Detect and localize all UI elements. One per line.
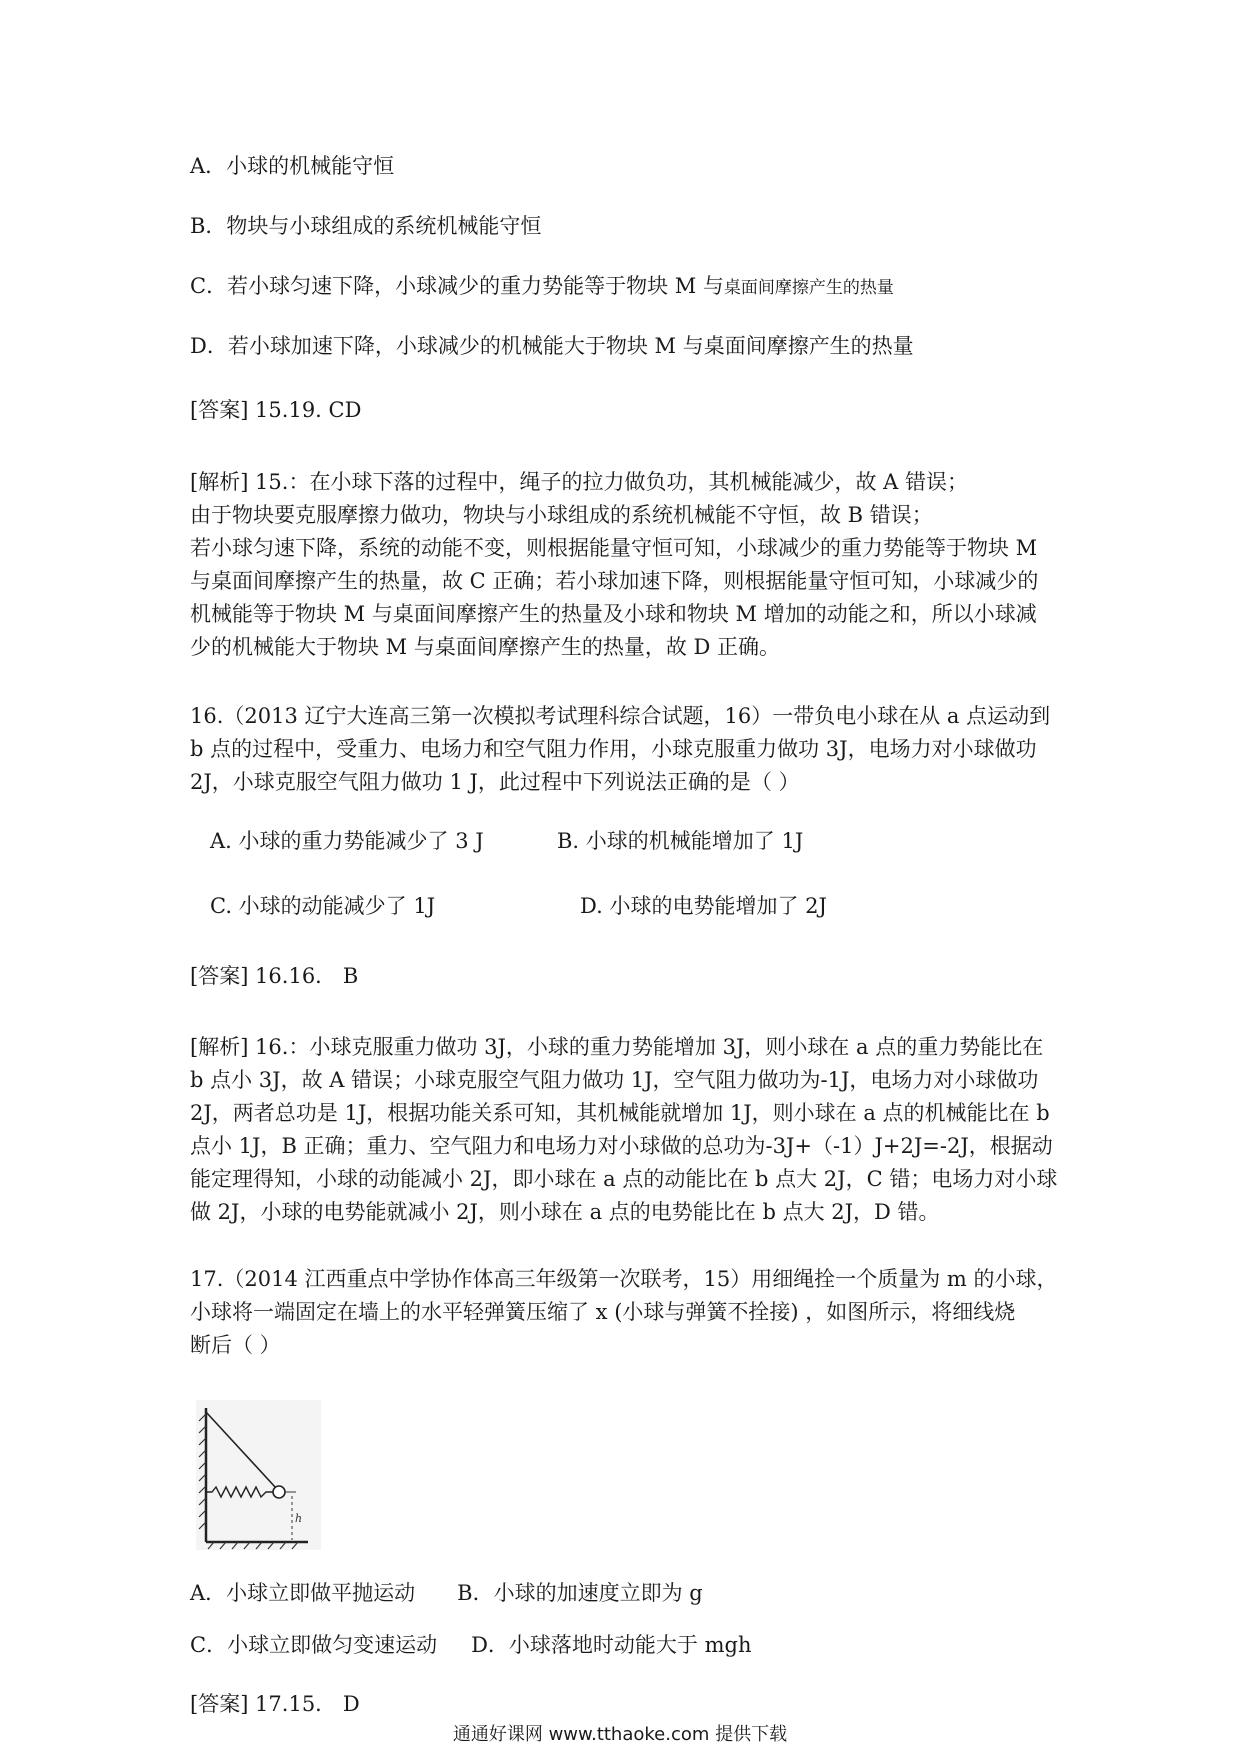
q15-option-d: D．若小球加速下降，小球减少的机械能大于物块 M 与桌面间摩擦产生的热量 — [190, 334, 914, 358]
q16-option-b: B. 小球的机械能增加了 1J — [557, 829, 804, 853]
q15-analysis-line: 少的机械能大于物块 M 与桌面间摩擦产生的热量，故 D 正确。 — [190, 635, 781, 659]
q16-analysis-line: [解析] 16.：小球克服重力做功 3J，小球的重力势能增加 3J，则小球在 a 点的重力势能比在 — [190, 1035, 1044, 1059]
q15-option-c — [190, 271, 894, 303]
q16-analysis-line: 2J，两者总功是 1J，根据功能关系可知，其机械能就增加 1J，则小球在 a 点的机械能比在 b — [190, 1101, 1050, 1125]
q17-stem-line: 17.（2014 江西重点中学协作体高三年级第一次联考，15）用细绳拴一个质量为 m 的小球， — [190, 1267, 1058, 1291]
q15-option-c-main: C．若小球匀速下降，小球减少的重力势能等于物块 M 与 — [190, 274, 724, 298]
q16-option-a: A. 小球的重力势能减少了 3 J — [210, 829, 484, 853]
q17-stem-line: 小球将一端固定在墙上的水平轻弹簧压缩了 x (小球与弹簧不拴接) ，如图所示，将细线烧 — [190, 1300, 1016, 1324]
q16-option-c: C. 小球的动能减少了 1J — [210, 894, 436, 918]
q17-option-d: D．小球落地时动能大于 mgh — [471, 1633, 752, 1657]
q15-analysis-line: 由于物块要克服摩擦力做功，物块与小球组成的系统机械能不守恒，故 B 错误； — [190, 503, 933, 527]
ball — [273, 1486, 285, 1498]
spring-ball-figure — [196, 1400, 321, 1550]
q16-analysis-line: 做 2J，小球的电势能就减小 2J，则小球在 a 点的电势能比在 b 点大 2J，D 错。 — [190, 1200, 940, 1224]
q15-answer: [答案] 15.19. CD — [190, 398, 362, 422]
q15-analysis-line: 若小球匀速下降，系统的动能不变，则根据能量守恒可知，小球减少的重力势能等于物块 M — [190, 536, 1038, 560]
q17-option-a: A．小球立即做平抛运动 — [190, 1581, 416, 1605]
q16-stem-line: 2J，小球克服空气阻力做功 1 J，此过程中下列说法正确的是（ ） — [190, 770, 800, 794]
q17-options-ab — [190, 1578, 703, 1608]
q17-options-cd — [190, 1630, 751, 1660]
q15-option-b: B．物块与小球组成的系统机械能守恒 — [190, 214, 542, 238]
q16-analysis-line: b 点小 3J，故 A 错误；小球克服空气阻力做功 1J，空气阻力做功为-1J，电场力对小球做功 — [190, 1068, 1039, 1092]
q16-stem-line: 16.（2013 辽宁大连高三第一次模拟考试理科综合试题，16）一带负电小球在从 a 点运动到 — [190, 704, 1051, 728]
page-footer: 通通好课网 www.tthaoke.com 提供下载 — [452, 1724, 788, 1745]
q16-stem-line: b 点的过程中，受重力、电场力和空气阻力作用，小球克服重力做功 3J，电场力对小球做功 — [190, 737, 1037, 761]
q15-analysis-line: 机械能等于物块 M 与桌面间摩擦产生的热量及小球和物块 M 增加的动能之和，所以小球减 — [190, 602, 1037, 626]
q17-stem-line: 断后（ ） — [190, 1333, 281, 1357]
q15-option-a: A．小球的机械能守恒 — [190, 154, 395, 178]
q16-option-d: D. 小球的电势能增加了 2J — [580, 894, 827, 918]
q15-analysis-line: [解析] 15.：在小球下落的过程中，绳子的拉力做负功，其机械能减少，故 A 错误； — [190, 470, 968, 494]
height-label: h — [295, 1512, 303, 1525]
q16-answer: [答案] 16.16． B — [190, 964, 359, 988]
q17-answer: [答案] 17.15． D — [190, 1692, 360, 1716]
q16-analysis-line: 能定理得知，小球的动能减小 2J，即小球在 a 点的动能比在 b 点大 2J，C 错；电场力对小球 — [190, 1167, 1058, 1191]
q16-analysis-line: 点小 1J，B 正确；重力、空气阻力和电场力对小球做的总功为-3J+（-1）J+2J=-2J，根据动 — [190, 1134, 1053, 1158]
q17-option-c: C．小球立即做匀变速运动 — [190, 1633, 438, 1657]
q15-analysis-line: 与桌面间摩擦产生的热量，故 C 正确；若小球加速下降，则根据能量守恒可知，小球减少的 — [190, 569, 1039, 593]
q17-option-b: B．小球的加速度立即为 g — [457, 1581, 703, 1605]
q15-option-c-small: 桌面间摩擦产生的热量 — [723, 278, 894, 298]
